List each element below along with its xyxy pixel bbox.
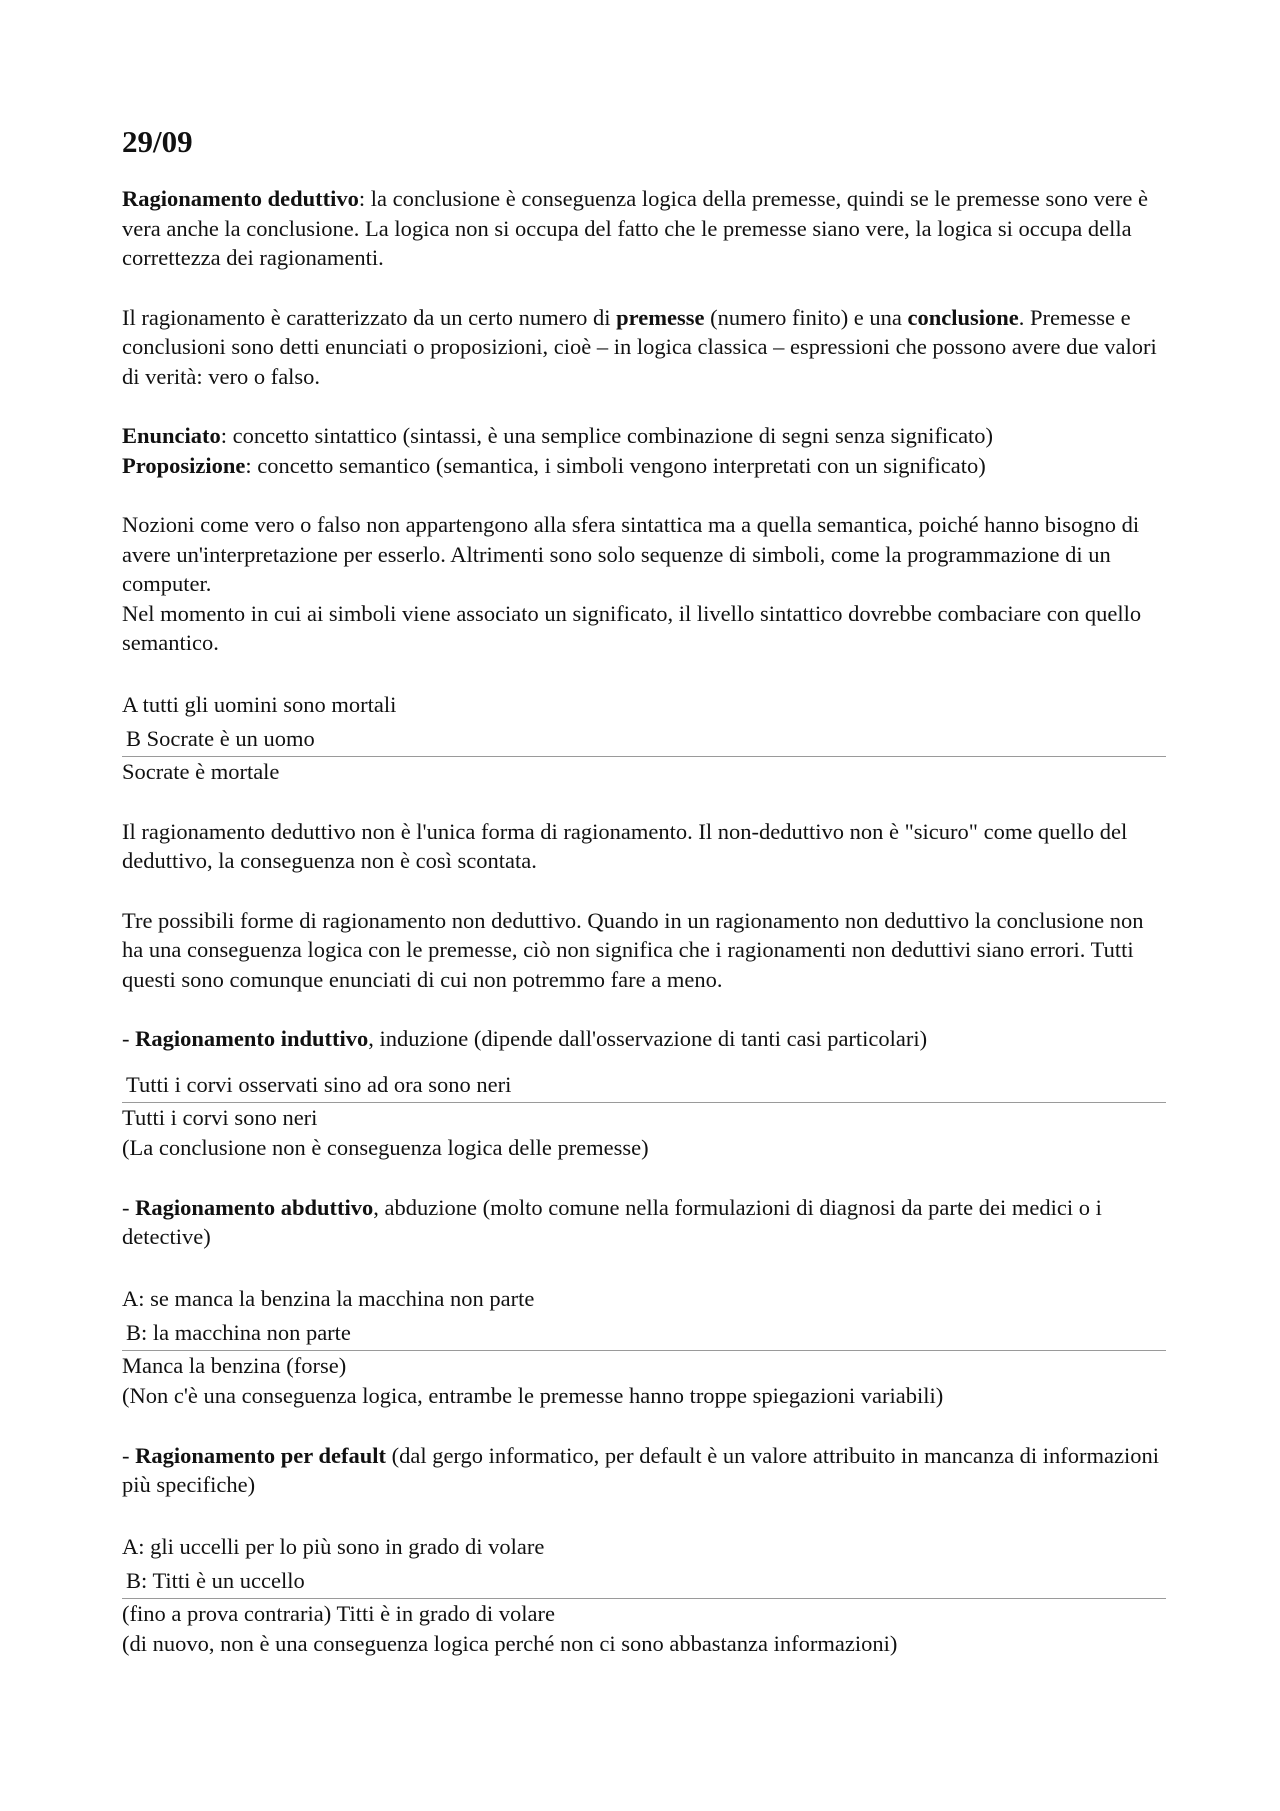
nozioni-text: Nozioni come vero o falso non appartengono alla sfera sintattica ma a quella semantica, poiché hanno bisogno di avere un'interpretazione per esserlo. Altrimenti sono solo sequenze di simboli, come la programmazione di un computer. bbox=[122, 512, 1140, 596]
paragraph-tre-forme: Tre possibili forme di ragionamento non deduttivo. Quando in un ragionamento non deduttivo la conclusione non ha una conseguenza logica con le premesse, ciò non significa che i ragionamenti non deduttivi siano errori. Tutti questi sono comunque enunciati di cui non potremmo fare a meno. bbox=[122, 907, 1144, 992]
conclusione-corvi: Tutti i corvi sono neri bbox=[122, 1104, 318, 1130]
conclusione-titti: (fino a prova contraria) Titti è in grado di volare bbox=[122, 1600, 556, 1626]
proposizione-text: : concetto semantico (semantica, i simboli vengono interpretati con un significato) bbox=[245, 452, 986, 478]
enunciato-text: : concetto sintattico (sintassi, è una semplice combinazione di segni senza significato) bbox=[220, 423, 994, 448]
syllogism-titti bbox=[122, 1530, 1166, 1659]
term-abduttivo: Ragionamento abduttivo bbox=[135, 1194, 374, 1220]
premessa-a: A: gli uccelli per lo più sono in grado di volare bbox=[122, 1533, 545, 1559]
heading-abduttivo bbox=[122, 1193, 1166, 1252]
term-induttivo: Ragionamento induttivo bbox=[135, 1026, 369, 1051]
bullet-dash: - bbox=[122, 1442, 136, 1468]
date-heading: 29/09 bbox=[122, 124, 193, 159]
premessa-a: A tutti gli uomini sono mortali bbox=[122, 691, 397, 717]
bullet-dash: - bbox=[122, 1194, 136, 1220]
conclusione-text: Socrate è mortale bbox=[122, 758, 280, 784]
syllogism-corvi bbox=[122, 1068, 1166, 1163]
term-deduttivo: Ragionamento deduttivo bbox=[122, 186, 359, 211]
heading-induttivo bbox=[122, 1024, 1166, 1054]
paragraph-definizioni bbox=[122, 421, 1166, 480]
premessa-a: A: se manca la benzina la macchina non parte bbox=[122, 1285, 535, 1311]
caratterizzato-text-2: (numero finito) e una bbox=[704, 304, 908, 330]
premessa-corvi: Tutti i corvi osservati sino ad ora sono neri bbox=[126, 1071, 512, 1097]
definizione-enunciato bbox=[122, 421, 1166, 451]
term-default: Ragionamento per default bbox=[135, 1442, 386, 1468]
term-proposizione: Proposizione bbox=[122, 452, 246, 478]
abduttivo-text: , abduzione (molto comune nella formulazioni di diagnosi da parte dei medici o i detective) bbox=[122, 1194, 1102, 1249]
momento-text: Nel momento in cui ai simboli viene associato un significato, il livello sintattico dovrebbe combaciare con quello semantico. bbox=[122, 600, 1142, 655]
term-premesse: premesse bbox=[616, 304, 705, 330]
premessa-b: B: la macchina non parte bbox=[126, 1319, 351, 1345]
paragraph-nondeduttivo: Il ragionamento deduttivo non è l'unica forma di ragionamento. Il non-deduttivo non è "sicuro" come quello del deduttivo, la conseguenza non è così scontata. bbox=[122, 818, 1128, 873]
induttivo-text: , induzione (dipende dall'osservazione di tanti casi particolari) bbox=[368, 1026, 928, 1051]
premessa-b: B: Titti è un uccello bbox=[126, 1567, 305, 1593]
deduttivo-text: : la conclusione è conseguenza logica della premesse, quindi se le premesse sono vere è vera anche la conclusione. La logica non si occupa del fatto che le premesse siano vere, la logica si occupa della correttezza dei ragionamenti. bbox=[122, 186, 1148, 270]
paragraph-deduttivo bbox=[122, 184, 1166, 273]
paragraph-caratterizzato bbox=[122, 303, 1166, 392]
conclusione-benzina: Manca la benzina (forse) bbox=[122, 1352, 347, 1378]
caratterizzato-text-3: . Premesse e conclusioni sono detti enunciati o proposizioni, cioè – in logica classica – espressioni che possono avere due valori di verità: vero o falso. bbox=[122, 304, 1157, 389]
premessa-b: B Socrate è un uomo bbox=[126, 725, 315, 751]
term-conclusione: conclusione bbox=[907, 304, 1019, 330]
default-text: (dal gergo informatico, per default è un valore attribuito in mancanza di informazioni più specifiche) bbox=[122, 1442, 1160, 1497]
syllogism-benzina bbox=[122, 1282, 1166, 1411]
caratterizzato-text-1: Il ragionamento è caratterizzato da un certo numero di bbox=[122, 304, 617, 330]
term-enunciato: Enunciato bbox=[122, 423, 221, 448]
nota-benzina: (Non c'è una conseguenza logica, entrambe le premesse hanno troppe spiegazioni variabili) bbox=[122, 1382, 944, 1408]
bullet-dash: - bbox=[122, 1026, 136, 1051]
nota-corvi: (La conclusione non è conseguenza logica delle premesse) bbox=[122, 1134, 649, 1160]
syllogism-socrate bbox=[122, 688, 1166, 787]
nota-titti: (di nuovo, non è una conseguenza logica perché non ci sono abbastanza informazioni) bbox=[122, 1630, 898, 1656]
definizione-proposizione bbox=[122, 451, 1166, 481]
paragraph-nozioni bbox=[122, 510, 1166, 658]
heading-default bbox=[122, 1441, 1166, 1500]
